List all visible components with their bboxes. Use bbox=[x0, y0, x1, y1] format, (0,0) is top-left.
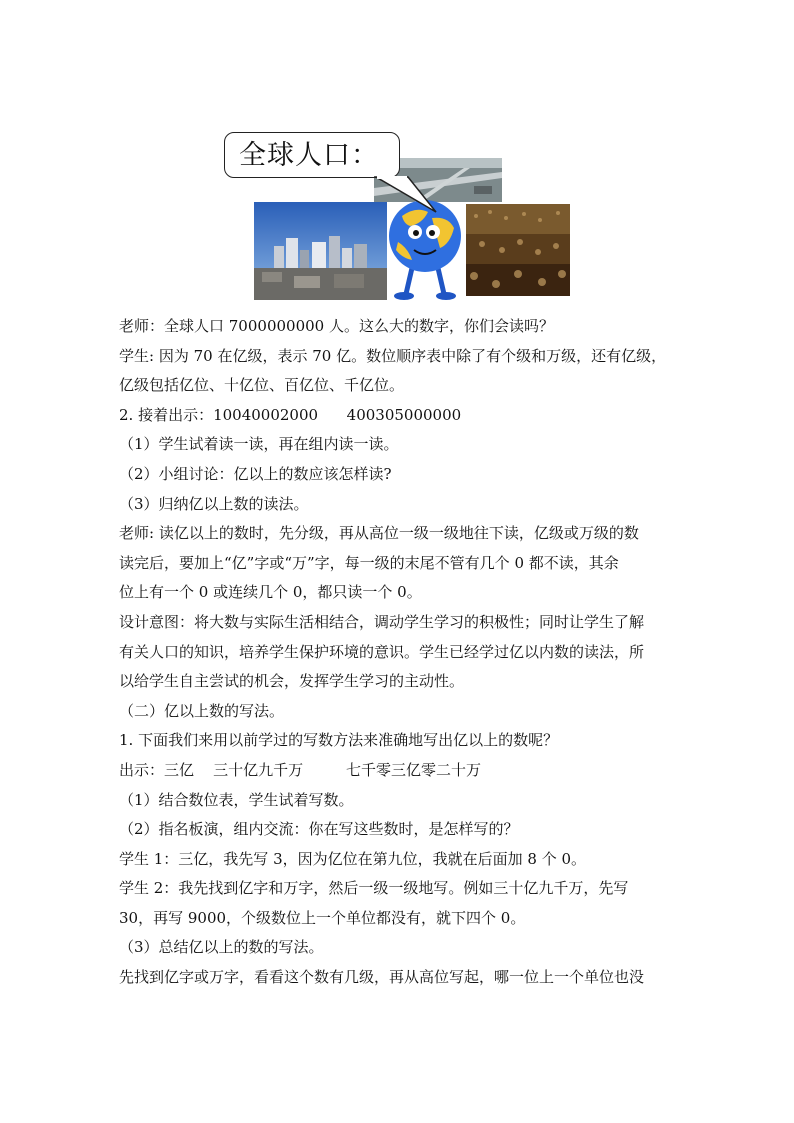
text-line: 亿级包括亿位、十亿位、百亿位、千亿位。 bbox=[119, 376, 405, 395]
city-skyline-photo bbox=[254, 202, 387, 300]
text-line: 设计意图：将大数与实际生活相结合，调动学生学习的积极性；同时让学生了解 bbox=[119, 612, 645, 631]
text-line: 出示：三亿 三十亿九千万 七千零三亿零二十万 bbox=[119, 760, 481, 779]
text-line: 学生 1：三亿，我先写 3，因为亿位在第九位，我就在后面加 8 个 0。 bbox=[119, 849, 587, 868]
text-line: （3）总结亿以上的数的写法。 bbox=[119, 938, 324, 957]
text-line: （2）指名板演，组内交流：你在写这些数时，是怎样写的？ bbox=[119, 820, 519, 839]
text-line: （1）学生试着读一读，再在组内读一读。 bbox=[119, 435, 399, 454]
text-line: 老师: 读亿以上的数时，先分级，再从高位一级一级地往下读，亿级或万级的数 bbox=[119, 524, 639, 543]
text-line: 2. 接着出示：10040002000 400305000000 bbox=[119, 405, 462, 424]
text-line: （1）结合数位表，学生试着写数。 bbox=[119, 790, 354, 809]
text-line: （2）小组讨论：亿以上的数应该怎样读? bbox=[119, 464, 392, 483]
text-line: 有关人口的知识，培养学生保护环境的意识。学生已经学过亿以内数的读法，所 bbox=[119, 642, 645, 661]
text-line: （3）归纳亿以上数的读法。 bbox=[119, 494, 309, 513]
text-line: 30，再写 9000，个级数位上一个单位都没有，就下四个 0。 bbox=[119, 908, 526, 927]
text-line: 先找到亿字或万字，看看这个数有几级，再从高位写起，哪一位上一个单位也没 bbox=[119, 968, 645, 987]
lesson-text bbox=[119, 312, 679, 993]
text-line: 以给学生自主尝试的机会，发挥学生学习的主动性。 bbox=[119, 672, 465, 691]
text-line: （二）亿以上数的写法。 bbox=[119, 701, 285, 720]
speech-bubble-tail bbox=[374, 176, 444, 216]
text-line: 学生: 因为 70 在亿级，表示 70 亿。数位顺序表中除了有个级和万级，还有亿级， bbox=[119, 346, 667, 365]
crowd-photo bbox=[466, 204, 570, 296]
text-line: 位上有一个 0 或连续几个 0，都只读一个 0。 bbox=[119, 583, 422, 602]
text-line: 1. 下面我们来用以前学过的写数方法来准确地写出亿以上的数呢？ bbox=[119, 731, 559, 750]
text-line: 学生 2：我先找到亿字和万字，然后一级一级地写。例如三十亿九千万，先写 bbox=[119, 879, 629, 898]
speech-bubble: 全球人口： bbox=[224, 132, 400, 178]
population-illustration bbox=[224, 132, 574, 302]
text-line: 老师：全球人口 7000000000 人。这么大的数字，你们会读吗？ bbox=[119, 317, 554, 335]
text-line: 读完后，要加上“亿”字或“万”字，每一级的末尾不管有几个 0 都不读，其余 bbox=[119, 553, 619, 572]
